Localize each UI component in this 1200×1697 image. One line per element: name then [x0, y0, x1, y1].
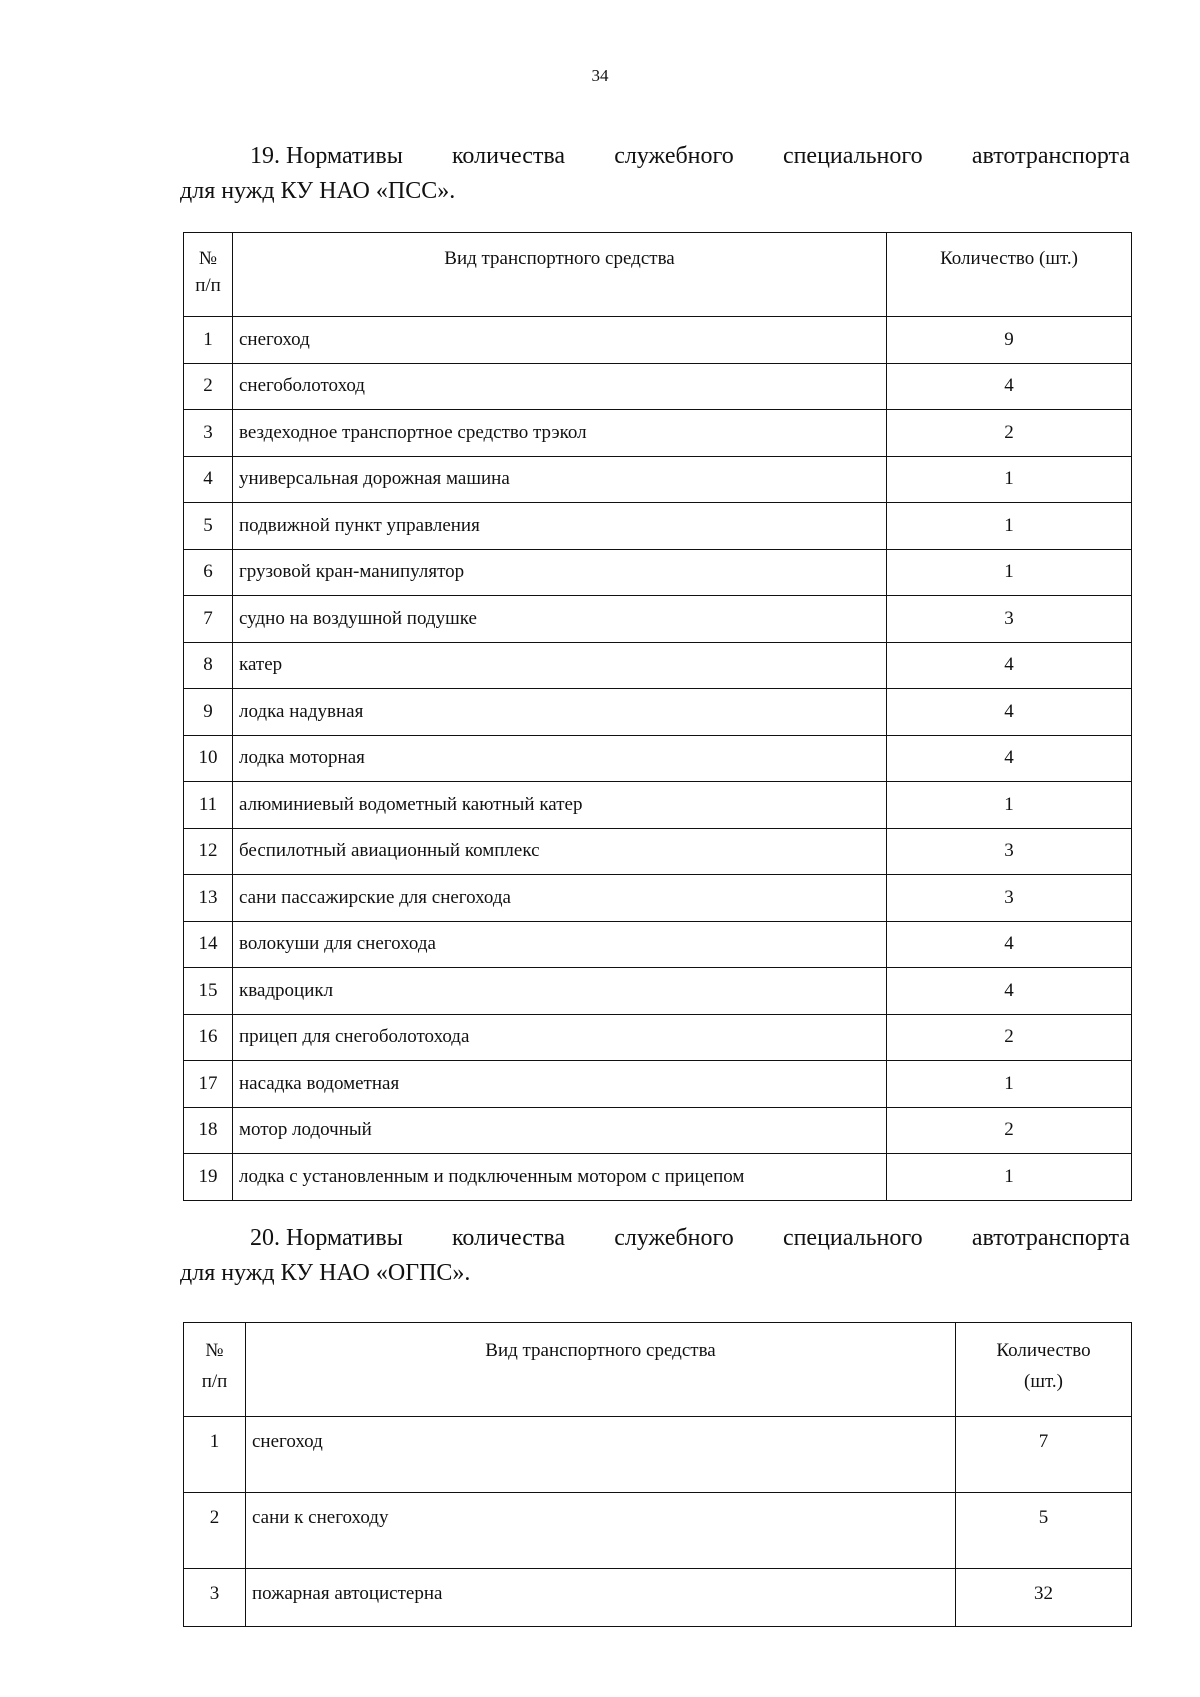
column-header-vehicle-type: Вид транспортного средства — [233, 233, 887, 317]
quantity-cell: 1 — [887, 549, 1132, 596]
table-row — [184, 642, 1132, 689]
section-19-heading — [180, 139, 1130, 209]
column-header-quantity — [956, 1323, 1132, 1417]
vehicle-type-cell: прицеп для снегоболотохода — [233, 1014, 887, 1061]
table-row — [184, 828, 1132, 875]
vehicle-type-cell: квадроцикл — [233, 968, 887, 1015]
row-number-cell: 9 — [184, 689, 233, 736]
row-number-cell: 4 — [184, 456, 233, 503]
column-header-vehicle-type: Вид транспортного средства — [246, 1323, 956, 1417]
row-number-cell: 6 — [184, 549, 233, 596]
row-number-cell: 3 — [184, 1569, 246, 1627]
column-header-number — [184, 233, 233, 317]
row-number-cell: 15 — [184, 968, 233, 1015]
quantity-cell: 4 — [887, 921, 1132, 968]
vehicle-type-cell: снегоболотоход — [233, 363, 887, 410]
row-number-cell: 16 — [184, 1014, 233, 1061]
vehicle-type-cell: вездеходное транспортное средство трэкол — [233, 410, 887, 457]
heading-word: количества — [451, 1225, 566, 1251]
table-row — [184, 596, 1132, 643]
table-row — [184, 1569, 1132, 1627]
vehicle-type-cell: лодка моторная — [233, 735, 887, 782]
vehicle-type-cell: беспилотный авиационный комплекс — [233, 828, 887, 875]
heading-word: служебного — [614, 1225, 734, 1251]
table-row — [184, 968, 1132, 1015]
table-row — [184, 410, 1132, 457]
quantity-cell: 3 — [887, 828, 1132, 875]
table-row — [184, 503, 1132, 550]
quantity-cell: 4 — [887, 735, 1132, 782]
quantity-cell: 2 — [887, 1014, 1132, 1061]
quantity-unit: (шт.) — [1024, 1371, 1063, 1392]
quantity-cell: 4 — [887, 363, 1132, 410]
heading-word: автотранспорта — [971, 1225, 1130, 1251]
table-row — [184, 549, 1132, 596]
row-number-cell: 11 — [184, 782, 233, 829]
page-number: 34 — [591, 66, 609, 85]
row-number-cell: 13 — [184, 875, 233, 922]
vehicle-type-cell: алюминиевый водометный каютный катер — [233, 782, 887, 829]
row-number-cell: 17 — [184, 1061, 233, 1108]
pss-vehicle-norms-table — [183, 232, 1132, 1201]
heading-line-2: для нужд КУ НАО «ОГПС». — [180, 1260, 471, 1286]
row-number-cell: 2 — [184, 363, 233, 410]
heading-word: 20. Нормативы — [250, 1225, 403, 1251]
quantity-cell: 1 — [887, 782, 1132, 829]
heading-word: специального — [782, 1225, 923, 1251]
vehicle-type-cell: подвижной пункт управления — [233, 503, 887, 550]
quantity-cell: 32 — [956, 1569, 1132, 1627]
vehicle-type-cell: сани пассажирские для снегохода — [233, 875, 887, 922]
quantity-cell: 5 — [956, 1493, 1132, 1569]
vehicle-type-cell: снегоход — [233, 317, 887, 364]
number-sign: № — [198, 248, 218, 269]
vehicle-type-cell: снегоход — [246, 1417, 956, 1493]
table-header-row — [184, 1323, 1132, 1417]
row-number-cell: 14 — [184, 921, 233, 968]
heading-line-2: для нужд КУ НАО «ПСС». — [180, 178, 456, 204]
vehicle-type-cell: судно на воздушной подушке — [233, 596, 887, 643]
heading-word: специального — [782, 143, 923, 169]
table-row — [184, 456, 1132, 503]
heading-word: 19. Нормативы — [250, 143, 403, 169]
table-row — [184, 1154, 1132, 1201]
quantity-cell: 3 — [887, 875, 1132, 922]
vehicle-type-cell: волокуши для снегохода — [233, 921, 887, 968]
row-number-cell: 5 — [184, 503, 233, 550]
table-row — [184, 1493, 1132, 1569]
table-header-row — [184, 233, 1132, 317]
row-number-cell: 3 — [184, 410, 233, 457]
quantity-cell: 1 — [887, 1061, 1132, 1108]
vehicle-type-cell: катер — [233, 642, 887, 689]
row-number-cell: 1 — [184, 317, 233, 364]
row-number-cell: 12 — [184, 828, 233, 875]
quantity-label: Количество — [996, 1340, 1091, 1361]
quantity-cell: 9 — [887, 317, 1132, 364]
quantity-cell: 2 — [887, 410, 1132, 457]
table-row — [184, 921, 1132, 968]
table-row — [184, 1417, 1132, 1493]
table-row — [184, 735, 1132, 782]
table-row — [184, 363, 1132, 410]
heading-word: количества — [451, 143, 566, 169]
column-header-quantity: Количество (шт.) — [887, 233, 1132, 317]
vehicle-type-cell: пожарная автоцистерна — [246, 1569, 956, 1627]
table-row — [184, 317, 1132, 364]
ogps-vehicle-norms-table — [183, 1322, 1132, 1627]
row-number-cell: 7 — [184, 596, 233, 643]
column-header-number — [184, 1323, 246, 1417]
number-abbrev: п/п — [201, 1371, 228, 1392]
quantity-cell: 1 — [887, 503, 1132, 550]
row-number-cell: 2 — [184, 1493, 246, 1569]
section-20-heading — [180, 1221, 1130, 1291]
quantity-cell: 4 — [887, 642, 1132, 689]
table-row — [184, 875, 1132, 922]
table-row — [184, 689, 1132, 736]
quantity-cell: 7 — [956, 1417, 1132, 1493]
heading-word: служебного — [614, 143, 734, 169]
row-number-cell: 18 — [184, 1107, 233, 1154]
vehicle-type-cell: мотор лодочный — [233, 1107, 887, 1154]
quantity-cell: 4 — [887, 689, 1132, 736]
vehicle-type-cell: сани к снегоходу — [246, 1493, 956, 1569]
vehicle-type-cell: грузовой кран-манипулятор — [233, 549, 887, 596]
vehicle-type-cell: насадка водометная — [233, 1061, 887, 1108]
vehicle-type-cell: лодка с установленным и подключенным мотором с прицепом — [233, 1154, 887, 1201]
table-row — [184, 1107, 1132, 1154]
quantity-cell: 1 — [887, 456, 1132, 503]
quantity-cell: 4 — [887, 968, 1132, 1015]
quantity-cell: 1 — [887, 1154, 1132, 1201]
row-number-cell: 19 — [184, 1154, 233, 1201]
table-row — [184, 1014, 1132, 1061]
row-number-cell: 8 — [184, 642, 233, 689]
number-sign: № — [205, 1340, 224, 1361]
heading-word: автотранспорта — [971, 143, 1130, 169]
table-row — [184, 1061, 1132, 1108]
vehicle-type-cell: лодка надувная — [233, 689, 887, 736]
row-number-cell: 10 — [184, 735, 233, 782]
vehicle-type-cell: универсальная дорожная машина — [233, 456, 887, 503]
quantity-cell: 3 — [887, 596, 1132, 643]
quantity-cell: 2 — [887, 1107, 1132, 1154]
row-number-cell: 1 — [184, 1417, 246, 1493]
number-abbrev: п/п — [195, 275, 221, 296]
table-row — [184, 782, 1132, 829]
